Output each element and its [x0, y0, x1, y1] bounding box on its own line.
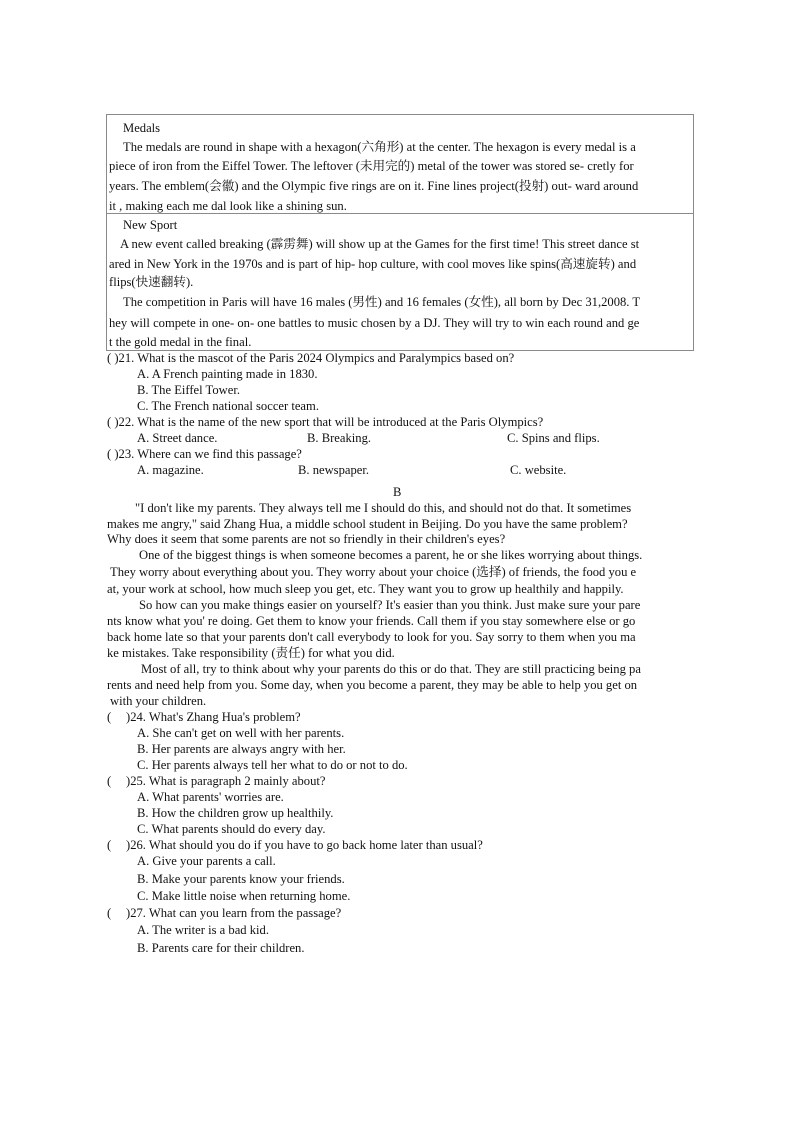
new-sport-line: hey will compete in one- on- one battles to music chosen by a DJ. They will try to win each round and ge — [109, 316, 640, 330]
question-27-option: A. The writer is a bad kid. — [137, 923, 269, 937]
question-22-option: B. Breaking. — [307, 431, 372, 445]
question-21-option: B. The Eiffel Tower. — [137, 383, 240, 397]
question-24-option: A. She can't get on well with her parents. — [137, 726, 345, 740]
question-26-bracket: ( — [107, 838, 112, 852]
question-25-option: A. What parents' worries are. — [137, 790, 284, 804]
question-22-stem: ( )22. What is the name of the new sport that will be introduced at the Paris Olympics? — [107, 415, 544, 429]
passage-b-line: at, your work at school, how much sleep you get, etc. They want you to grow up healthily and happily. — [107, 582, 624, 596]
question-25-stem: )25. What is paragraph 2 mainly about? — [126, 774, 326, 788]
passage-b-line: They worry about everything about you. They worry about your choice (选择) of friends, the food you e — [110, 565, 637, 579]
medals-line: it , making each me dal look like a shining sun. — [109, 199, 347, 213]
passage-b-line: ke mistakes. Take responsibility (责任) for what you did. — [107, 646, 395, 660]
passage-b-line: makes me angry," said Zhang Hua, a middle school student in Beijing. Do you have the same problem? — [107, 517, 628, 531]
passage-b-line: "I don't like my parents. They always tell me I should do this, and should not do that. It sometimes — [135, 501, 632, 515]
question-23-stem: ( )23. Where can we find this passage? — [107, 447, 302, 461]
passage-b-line: Why does it seem that some parents are not so friendly in their children's eyes? — [107, 532, 506, 546]
question-24-bracket: ( — [107, 710, 112, 724]
passage-b-line: with your children. — [110, 694, 207, 708]
passage-b-line: So how can you make things easier on yourself? It's easier than you think. Just make sure your pare — [139, 598, 641, 612]
question-21-option: A. A French painting made in 1830. — [137, 367, 318, 381]
question-26-option: B. Make your parents know your friends. — [137, 872, 345, 886]
new-sport-heading: New Sport — [123, 218, 178, 232]
passage-b-title: B — [393, 485, 402, 499]
new-sport-line: flips(快速翻转). — [109, 275, 194, 289]
new-sport-line: t the gold medal in the final. — [109, 335, 252, 349]
question-23-option: A. magazine. — [137, 463, 204, 477]
new-sport-box — [106, 213, 694, 351]
question-26-option: A. Give your parents a call. — [137, 854, 276, 868]
new-sport-line: ared in New York in the 1970s and is part of hip- hop culture, with cool moves like spins(高速旋转) and — [109, 257, 637, 271]
question-27-stem: )27. What can you learn from the passage? — [126, 906, 342, 920]
passage-b-line: back home late so that your parents don't call everybody to look for you. Say sorry to them when you ma — [107, 630, 636, 644]
question-22-option: A. Street dance. — [137, 431, 218, 445]
passage-b-line: rents and need help from you. Some day, when you become a parent, they may be able to help you get on — [107, 678, 638, 692]
question-21-stem: ( )21. What is the mascot of the Paris 2024 Olympics and Paralympics based on? — [107, 351, 515, 365]
question-25-option: C. What parents should do every day. — [137, 822, 326, 836]
question-27-option: B. Parents care for their children. — [137, 941, 305, 955]
medals-heading: Medals — [123, 121, 161, 135]
medals-line: The medals are round in shape with a hexagon(六角形) at the center. The hexagon is every medal is a — [123, 140, 636, 154]
question-26-stem: )26. What should you do if you have to go back home later than usual? — [126, 838, 483, 852]
passage-b-line: Most of all, try to think about why your parents do this or do that. They are still practicing being pa — [141, 662, 641, 676]
question-23-option: B. newspaper. — [298, 463, 369, 477]
question-23-option: C. website. — [510, 463, 567, 477]
question-22-option: C. Spins and flips. — [507, 431, 600, 445]
question-24-option: C. Her parents always tell her what to do or not to do. — [137, 758, 408, 772]
question-27-bracket: ( — [107, 906, 112, 920]
question-25-option: B. How the children grow up healthily. — [137, 806, 334, 820]
question-26-option: C. Make little noise when returning home. — [137, 889, 351, 903]
question-21-option: C. The French national soccer team. — [137, 399, 319, 413]
medals-box — [106, 114, 694, 214]
question-24-option: B. Her parents are always angry with her. — [137, 742, 346, 756]
medals-line: piece of iron from the Eiffel Tower. The leftover (未用完的) metal of the tower was stored se- cretly for — [109, 159, 634, 173]
new-sport-line: A new event called breaking (霹雳舞) will show up at the Games for the first time! This street dance st — [120, 237, 640, 251]
question-24-stem: )24. What's Zhang Hua's problem? — [126, 710, 301, 724]
question-25-bracket: ( — [107, 774, 112, 788]
passage-b-line: nts know what you' re doing. Get them to know your friends. Call them if you stay somewhere else or go — [107, 614, 636, 628]
passage-b-line: One of the biggest things is when someone becomes a parent, he or she likes worrying about things. — [139, 548, 643, 562]
medals-line: years. The emblem(会徽) and the Olympic five rings are on it. Fine lines project(投射) out- ward around — [109, 179, 639, 193]
new-sport-line: The competition in Paris will have 16 males (男性) and 16 females (女性), all born by Dec 31,2008. T — [123, 295, 641, 309]
